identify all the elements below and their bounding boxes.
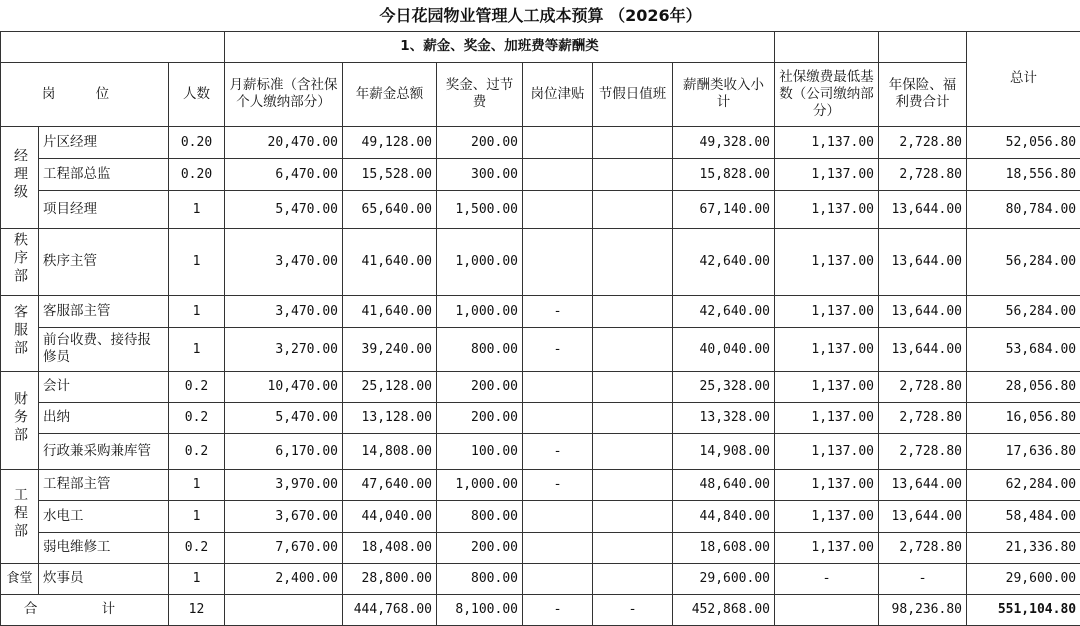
table-row: 经理级 片区经理 0.20 20,470.00 49,128.00 200.00 49,328.00 1,137.00 2,728.80 52,056.80 bbox=[1, 126, 1080, 158]
dept-eng: 工程部 bbox=[1, 469, 39, 563]
cell-position: 水电工 bbox=[39, 500, 169, 532]
table-row: 工程部 工程部主管 1 3,970.00 47,640.00 1,000.00 - 48,640.00 1,137.00 13,644.00 62,284.00 bbox=[1, 469, 1080, 500]
cell-position: 工程部总监 bbox=[39, 158, 169, 190]
table-row: 前台收费、接待报修员 1 3,270.00 39,240.00 800.00 - 40,040.00 1,137.00 13,644.00 53,684.00 bbox=[1, 327, 1080, 371]
group-header: 1、薪金、奖金、加班费等薪酬类 bbox=[225, 31, 775, 62]
dept-mgmt: 经理级 bbox=[1, 126, 39, 228]
cell-position: 炊事员 bbox=[39, 563, 169, 594]
cell-position: 会计 bbox=[39, 371, 169, 402]
header-bonus: 奖金、过节费 bbox=[437, 62, 523, 126]
totals-label: 合 计 bbox=[1, 594, 169, 625]
dept-service: 客服部 bbox=[1, 295, 39, 371]
table-row: 工程部总监 0.20 6,470.00 15,528.00 300.00 15,828.00 1,137.00 2,728.80 18,556.80 bbox=[1, 158, 1080, 190]
totals-row: 合 计 12 444,768.00 8,100.00 - - 452,868.00 98,236.80 551,104.80 bbox=[1, 594, 1080, 625]
cell-position: 秩序主管 bbox=[39, 228, 169, 295]
table-row: 财务部 会计 0.2 10,470.00 25,128.00 200.00 25,328.00 1,137.00 2,728.80 28,056.80 bbox=[1, 371, 1080, 402]
header-allowance: 岗位津贴 bbox=[523, 62, 593, 126]
cell-position: 行政兼采购兼库管 bbox=[39, 433, 169, 469]
cell-position: 出纳 bbox=[39, 402, 169, 433]
header-social: 社保缴费最低基数（公司缴纳部分） bbox=[775, 62, 879, 126]
dept-finance: 财务部 bbox=[1, 371, 39, 469]
header-subtotal: 薪酬类收入小计 bbox=[673, 62, 775, 126]
header-monthly: 月薪标准（含社保个人缴纳部分） bbox=[225, 62, 343, 126]
cell-position: 项目经理 bbox=[39, 190, 169, 228]
cell-position: 客服部主管 bbox=[39, 295, 169, 327]
header-headcount: 人数 bbox=[169, 62, 225, 126]
dept-order: 秩序部 bbox=[1, 228, 39, 295]
table-row: 秩序部 秩序主管 1 3,470.00 41,640.00 1,000.00 42,640.00 1,137.00 13,644.00 56,284.00 bbox=[1, 228, 1080, 295]
grand-total: 551,104.80 bbox=[967, 594, 1080, 625]
header-holiday: 节假日值班 bbox=[593, 62, 673, 126]
dept-canteen: 食堂 bbox=[1, 563, 39, 594]
table-row: 食堂 炊事员 1 2,400.00 28,800.00 800.00 29,600.00 - - 29,600.00 bbox=[1, 563, 1080, 594]
table-row: 行政兼采购兼库管 0.2 6,170.00 14,808.00 100.00 - 14,908.00 1,137.00 2,728.80 17,636.80 bbox=[1, 433, 1080, 469]
cell-position: 片区经理 bbox=[39, 126, 169, 158]
page-title: 今日花园物业管理人工成本预算 （2026年） bbox=[1, 0, 1080, 31]
header-insurance: 年保险、福利费合计 bbox=[879, 62, 967, 126]
table-row: 项目经理 1 5,470.00 65,640.00 1,500.00 67,140.00 1,137.00 13,644.00 80,784.00 bbox=[1, 190, 1080, 228]
header-position: 岗 位 bbox=[1, 62, 169, 126]
table-row: 水电工 1 3,670.00 44,040.00 800.00 44,840.00 1,137.00 13,644.00 58,484.00 bbox=[1, 500, 1080, 532]
header-total: 总计 bbox=[967, 31, 1080, 126]
table-row: 客服部 客服部主管 1 3,470.00 41,640.00 1,000.00 - 42,640.00 1,137.00 13,644.00 56,284.00 bbox=[1, 295, 1080, 327]
cell-position: 工程部主管 bbox=[39, 469, 169, 500]
table-row: 出纳 0.2 5,470.00 13,128.00 200.00 13,328.00 1,137.00 2,728.80 16,056.80 bbox=[1, 402, 1080, 433]
cell-position: 前台收费、接待报修员 bbox=[39, 327, 169, 371]
header-annual: 年薪金总额 bbox=[343, 62, 437, 126]
table-row: 弱电维修工 0.2 7,670.00 18,408.00 200.00 18,608.00 1,137.00 2,728.80 21,336.80 bbox=[1, 532, 1080, 563]
cell-position: 弱电维修工 bbox=[39, 532, 169, 563]
